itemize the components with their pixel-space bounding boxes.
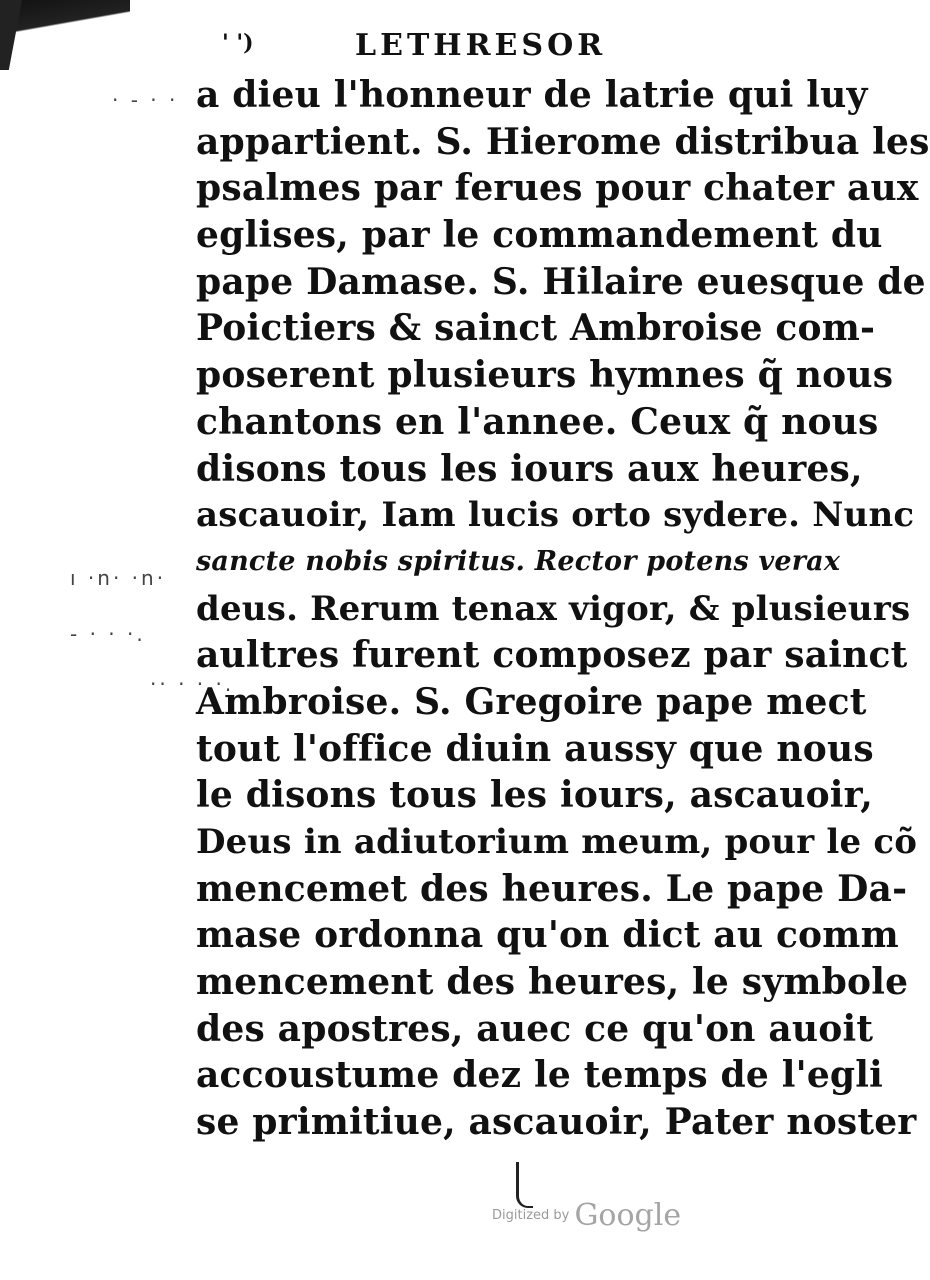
text-line: a dieu l'honneur de latrie qui luy bbox=[196, 74, 868, 116]
google-logo: Google bbox=[574, 1198, 682, 1233]
text-line: se primitiue, ascauoir, Pater noster bbox=[196, 1101, 917, 1144]
text-line: psalmes par ferues pour chater aux bbox=[196, 167, 919, 210]
text-line: Ambroise. S. Gregoire pape mect bbox=[196, 680, 867, 723]
text-line: pape Damase. S. Hilaire euesque de bbox=[196, 260, 926, 303]
text-line: aultres furent composez par sainct bbox=[196, 634, 908, 677]
text-line: Deus in adiutorium meum, pour le cõ bbox=[196, 822, 918, 862]
bleed-through-mark: · - · · bbox=[112, 88, 179, 112]
text-line: deus. Rerum tenax vigor, & plusieurs bbox=[196, 588, 911, 629]
text-line: mencement des heures, le symbole bbox=[196, 961, 909, 1004]
text-line: chantons en l'annee. Ceux q̃ nous bbox=[196, 400, 879, 443]
text-line: eglises, par le commandement du bbox=[196, 214, 883, 257]
body-text bbox=[196, 72, 930, 1146]
watermark-prefix: Digitized by bbox=[492, 1208, 570, 1223]
text-line: sancte nobis spiritus. Rector potens verax bbox=[196, 545, 841, 577]
text-line: Poictiers & sainct Ambroise com- bbox=[196, 307, 876, 350]
text-line: mase ordonna qu'on dict au comm bbox=[196, 914, 899, 957]
text-line: tout l'office diuin aussy que nous bbox=[196, 727, 874, 770]
text-line: appartient. S. Hierome distribua les bbox=[196, 120, 930, 163]
bleed-through-mark: - · · ·. bbox=[70, 622, 146, 646]
text-line: ascauoir, Iam lucis orto sydere. Nunc bbox=[196, 495, 915, 536]
text-line: poserent plusieurs hymnes q̃ nous bbox=[196, 354, 894, 397]
folio-mark: ' ') bbox=[222, 30, 254, 56]
bleed-through-mark: ı ·n· ·n· bbox=[70, 566, 167, 590]
text-line: mencemet des heures. Le pape Da- bbox=[196, 867, 908, 910]
running-title: LETHRESOR bbox=[355, 28, 607, 63]
text-line: des apostres, auec ce qu'on auoit bbox=[196, 1007, 874, 1050]
digitized-watermark bbox=[492, 1198, 681, 1233]
bleed-through-mark: ·· · · ·. bbox=[150, 672, 235, 696]
text-line: disons tous les iours aux heures, bbox=[196, 447, 863, 490]
text-line: accoustume dez le temps de l'egli bbox=[196, 1054, 884, 1097]
text-line: le disons tous les iours, ascauoir, bbox=[196, 774, 873, 817]
